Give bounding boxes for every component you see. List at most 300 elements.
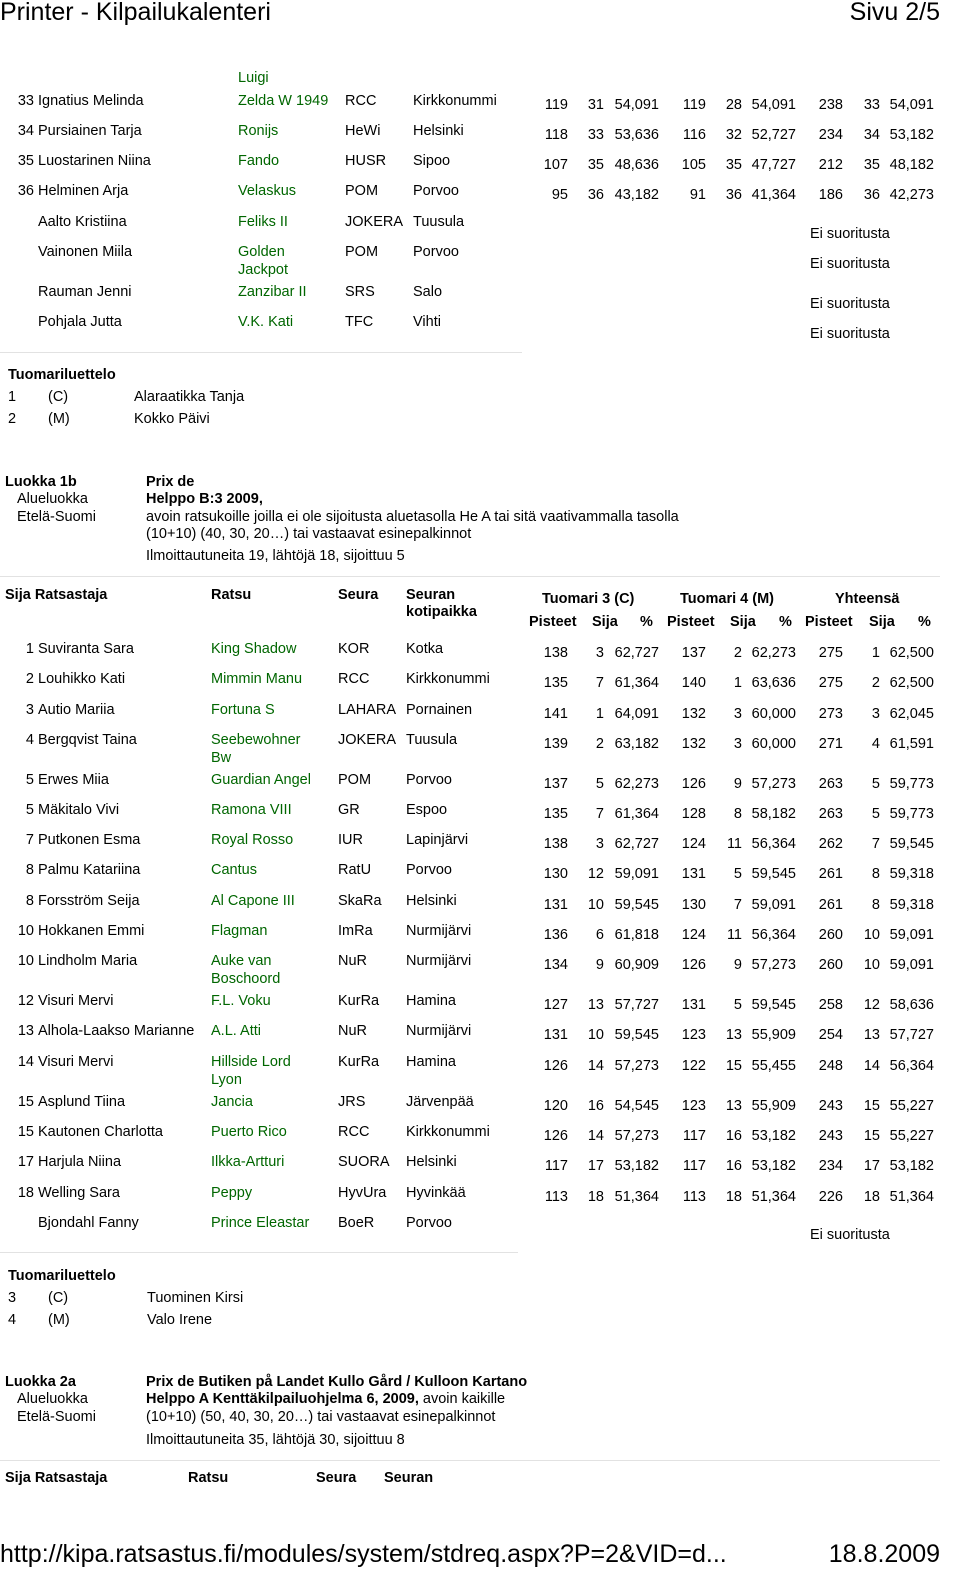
- score-cell: 59,545: [614, 897, 659, 913]
- score-cell: 136: [543, 927, 568, 943]
- club-city: Pornainen: [406, 702, 473, 718]
- score-cell: 123: [681, 1027, 706, 1043]
- score-cell: 13: [725, 1027, 742, 1043]
- score-cell: 124: [681, 836, 706, 852]
- entry-stats: Ilmoittautuneita 19, lähtöjä 18, sijoittuu 5: [146, 548, 405, 564]
- score-cell: 132: [681, 736, 706, 752]
- score-cell: 18: [863, 1189, 880, 1205]
- score-cell: 186: [818, 187, 843, 203]
- prize-title: Prix de Butiken på Landet Kullo Gård / Kulloon Kartano: [146, 1374, 528, 1390]
- club-city: Hyvinkää: [406, 1185, 466, 1201]
- score-cell: 48,636: [614, 157, 659, 173]
- horse-name: Mimmin Manu: [211, 671, 303, 687]
- col-horse: Ratsu: [211, 587, 252, 603]
- judge-name: Tuominen Kirsi: [147, 1290, 244, 1306]
- col-city-2: kotipaikka: [406, 604, 477, 620]
- horse-name: Boschoord: [211, 971, 281, 987]
- score-cell: 107: [543, 157, 568, 173]
- rider-name: Hokkanen Emmi: [38, 923, 145, 939]
- score-cell: 10: [587, 1027, 604, 1043]
- subheader-pisteet: Pisteet: [529, 614, 577, 630]
- score-cell: 3: [595, 645, 604, 661]
- program-title: Helppo A Kenttäkilpailuohjelma 6, 2009,: [146, 1391, 419, 1407]
- judge-number: 4: [8, 1312, 17, 1328]
- rider-name: Ignatius Melinda: [38, 93, 144, 109]
- rank: 17: [17, 1154, 34, 1170]
- score-cell: 139: [543, 736, 568, 752]
- score-cell: 124: [681, 927, 706, 943]
- club: KurRa: [338, 1054, 380, 1070]
- rider-name: Welling Sara: [38, 1185, 120, 1201]
- club: TFC: [345, 314, 374, 330]
- page-number: Sivu 2/5: [849, 0, 940, 26]
- horse-name: Ilkka-Artturi: [211, 1154, 285, 1170]
- status-text: Ei suoritusta: [810, 326, 890, 342]
- rider-name: Louhikko Kati: [38, 671, 126, 687]
- horse-name: Fortuna S: [211, 702, 275, 718]
- score-cell: 275: [818, 645, 843, 661]
- score-cell: 11: [726, 927, 742, 943]
- score-cell: 128: [681, 806, 706, 822]
- score-cell: 53,182: [614, 1158, 659, 1174]
- rider-name: Palmu Katariina: [38, 862, 141, 878]
- horse-name: Auke van: [211, 953, 272, 969]
- club: SRS: [345, 284, 375, 300]
- score-cell: 8: [871, 897, 880, 913]
- rider-name: Asplund Tiina: [38, 1094, 126, 1110]
- rank: 2: [25, 671, 34, 687]
- subheader-sija: Sija: [592, 614, 618, 630]
- score-cell: 8: [733, 806, 742, 822]
- horse-name: Fando: [238, 153, 280, 169]
- rank: 8: [25, 862, 34, 878]
- col-city: Seuran: [406, 587, 456, 603]
- score-cell: 59,091: [614, 866, 659, 882]
- club: JRS: [338, 1094, 366, 1110]
- rider-name: Kautonen Charlotta: [38, 1124, 163, 1140]
- judge-name: Kokko Päivi: [134, 411, 210, 427]
- score-cell: 260: [818, 957, 843, 973]
- rider-name: Bergqvist Taina: [38, 732, 137, 748]
- col-city: Seuran: [384, 1470, 434, 1486]
- score-cell: 32: [725, 127, 742, 143]
- score-cell: 131: [681, 997, 706, 1013]
- club: HyvUra: [338, 1185, 387, 1201]
- score-cell: 58,636: [889, 997, 934, 1013]
- score-cell: 118: [544, 127, 568, 143]
- score-cell: 130: [681, 897, 706, 913]
- rank: 12: [17, 993, 34, 1009]
- score-cell: 212: [818, 157, 843, 173]
- score-cell: 1: [595, 706, 604, 722]
- score-cell: 10: [863, 957, 880, 973]
- club-city: Lapinjärvi: [406, 832, 469, 848]
- rider-name: Helminen Arja: [38, 183, 129, 199]
- score-cell: 11: [726, 836, 742, 852]
- divider: [0, 352, 522, 353]
- score-cell: 15: [863, 1128, 880, 1144]
- score-cell: 243: [818, 1098, 843, 1114]
- horse-name: Bw: [211, 750, 232, 766]
- score-cell: 8: [871, 866, 880, 882]
- horse-name: Royal Rosso: [211, 832, 294, 848]
- horse-name: King Shadow: [211, 641, 297, 657]
- club: JOKERA: [345, 214, 404, 230]
- club: POM: [345, 183, 379, 199]
- score-cell: 3: [733, 706, 742, 722]
- score-cell: 3: [733, 736, 742, 752]
- score-cell: 2: [733, 645, 742, 661]
- judge-number: 3: [8, 1290, 17, 1306]
- horse-name: Feliks II: [238, 214, 288, 230]
- club: RCC: [345, 93, 377, 109]
- rider-name: Erwes Miia: [38, 772, 109, 788]
- rank: 13: [17, 1023, 34, 1039]
- col-sija-rider: Sija Ratsastaja: [5, 1470, 108, 1486]
- score-cell: 91: [689, 187, 706, 203]
- score-cell: 16: [725, 1158, 742, 1174]
- score-cell: 132: [681, 706, 706, 722]
- score-cell: 141: [543, 706, 568, 722]
- col-judge-4: Tuomari 4 (M): [680, 591, 774, 607]
- score-cell: 56,364: [889, 1058, 934, 1074]
- col-total: Yhteensä: [835, 591, 900, 607]
- club: SUORA: [338, 1154, 390, 1170]
- score-cell: 13: [725, 1098, 742, 1114]
- score-cell: 57,273: [614, 1128, 659, 1144]
- score-cell: 36: [587, 187, 604, 203]
- rider-name: Rauman Jenni: [38, 284, 132, 300]
- score-cell: 51,364: [751, 1189, 796, 1205]
- score-cell: 5: [595, 776, 604, 792]
- score-cell: 5: [733, 866, 742, 882]
- score-cell: 55,909: [751, 1098, 796, 1114]
- rank: 10: [17, 923, 34, 939]
- score-cell: 62,727: [614, 645, 659, 661]
- judge-position: (C): [48, 389, 69, 405]
- rider-name: Vainonen Miila: [38, 244, 133, 260]
- score-cell: 2: [595, 736, 604, 752]
- horse-name: Hillside Lord: [211, 1054, 291, 1070]
- score-cell: 62,727: [614, 836, 659, 852]
- subheader-pct: %: [779, 614, 792, 630]
- rider-name: Forsström Seija: [38, 893, 140, 909]
- score-cell: 18: [725, 1189, 742, 1205]
- horse-name: Peppy: [211, 1185, 253, 1201]
- club-city: Porvoo: [413, 244, 459, 260]
- horse-name: Golden: [238, 244, 285, 260]
- rider-name: Aalto Kristiina: [38, 214, 127, 230]
- score-cell: 262: [818, 836, 843, 852]
- score-cell: 130: [543, 866, 568, 882]
- score-cell: 57,273: [614, 1058, 659, 1074]
- score-cell: 116: [682, 127, 706, 143]
- club: ImRa: [338, 923, 373, 939]
- score-cell: 138: [543, 645, 568, 661]
- col-horse: Ratsu: [188, 1470, 229, 1486]
- prize-description: (10+10) (50, 40, 30, 20…) tai vastaavat esinepalkinnot: [146, 1409, 496, 1425]
- club: KOR: [338, 641, 370, 657]
- rider-name: Putkonen Esma: [38, 832, 141, 848]
- score-cell: 122: [681, 1058, 706, 1074]
- horse-name: Ronijs: [238, 123, 279, 139]
- score-cell: 263: [818, 776, 843, 792]
- score-cell: 59,091: [889, 927, 934, 943]
- score-cell: 3: [595, 836, 604, 852]
- score-cell: 60,909: [614, 957, 659, 973]
- score-cell: 48,182: [889, 157, 934, 173]
- judge-number: 2: [8, 411, 17, 427]
- rider-name: Visuri Mervi: [38, 1054, 114, 1070]
- score-cell: 59,545: [614, 1027, 659, 1043]
- rank: 4: [25, 732, 34, 748]
- club-city: Helsinki: [406, 1154, 457, 1170]
- footer-date: 18.8.2009: [828, 1540, 940, 1568]
- subheader-pct: %: [640, 614, 653, 630]
- score-cell: 119: [544, 97, 568, 113]
- rank: 5: [25, 802, 34, 818]
- club-city: Nurmijärvi: [406, 953, 472, 969]
- score-cell: 238: [818, 97, 843, 113]
- rank: 18: [17, 1185, 34, 1201]
- score-cell: 13: [863, 1027, 880, 1043]
- club-city: Tuusula: [413, 214, 465, 230]
- score-cell: 16: [587, 1098, 604, 1114]
- score-cell: 135: [543, 675, 568, 691]
- score-cell: 59,318: [889, 866, 934, 882]
- score-cell: 248: [818, 1058, 843, 1074]
- score-cell: 119: [682, 97, 706, 113]
- score-cell: 53,182: [751, 1158, 796, 1174]
- rank: 14: [17, 1054, 34, 1070]
- score-cell: 35: [725, 157, 742, 173]
- club: POM: [338, 772, 372, 788]
- horse-name: Zelda W 1949: [238, 93, 329, 109]
- footer-url: http://kipa.ratsastus.fi/modules/system/stdreq.aspx?P=2&VID=d...: [0, 1540, 727, 1568]
- club-city: Porvoo: [406, 772, 452, 788]
- score-cell: 140: [681, 675, 706, 691]
- score-cell: 7: [595, 675, 604, 691]
- club-city: Nurmijärvi: [406, 1023, 472, 1039]
- class-label: Luokka 2a: [5, 1374, 76, 1390]
- score-cell: 9: [733, 957, 742, 973]
- club-city: Kirkkonummi: [406, 671, 490, 687]
- score-cell: 51,364: [889, 1189, 934, 1205]
- class-type: Alueluokka: [17, 1391, 88, 1407]
- col-club: Seura: [316, 1470, 357, 1486]
- rider-name: Harjula Niina: [38, 1154, 122, 1170]
- judges-title: Tuomariluettelo: [8, 1268, 116, 1284]
- rank: 33: [17, 93, 34, 109]
- score-cell: 9: [733, 776, 742, 792]
- horse-name: Guardian Angel: [211, 772, 311, 788]
- horse-name: Cantus: [211, 862, 257, 878]
- score-cell: 63,636: [751, 675, 796, 691]
- horse-name: Ramona VIII: [211, 802, 292, 818]
- score-cell: 34: [863, 127, 880, 143]
- score-cell: 62,273: [614, 776, 659, 792]
- program-line: [146, 1391, 505, 1407]
- score-cell: 31: [587, 97, 604, 113]
- score-cell: 137: [681, 645, 706, 661]
- rider-name: Bjondahl Fanny: [38, 1215, 139, 1231]
- club-city: Espoo: [406, 802, 448, 818]
- score-cell: 36: [863, 187, 880, 203]
- score-cell: 51,364: [614, 1189, 659, 1205]
- score-cell: 59,545: [751, 866, 796, 882]
- judge-position: (M): [48, 411, 70, 427]
- club: HUSR: [345, 153, 387, 169]
- rank: 15: [17, 1094, 34, 1110]
- score-cell: 275: [818, 675, 843, 691]
- club-city: Kirkkonummi: [406, 1124, 490, 1140]
- score-cell: 126: [681, 957, 706, 973]
- class-description: avoin ratsukoille joilla ei ole sijoitusta aluetasolla He A tai sitä vaativammalla tasolla: [146, 509, 679, 525]
- horse-name: Velaskus: [238, 183, 297, 199]
- rider-name: Suviranta Sara: [38, 641, 134, 657]
- score-cell: 59,773: [889, 776, 934, 792]
- rider-name: Alhola-Laakso Marianne: [38, 1023, 195, 1039]
- score-cell: 254: [818, 1027, 843, 1043]
- score-cell: 263: [818, 806, 843, 822]
- score-cell: 17: [863, 1158, 880, 1174]
- club: SkaRa: [338, 893, 382, 909]
- score-cell: 273: [818, 706, 843, 722]
- judge-name: Valo Irene: [147, 1312, 213, 1328]
- score-cell: 2: [871, 675, 880, 691]
- club-city: Kirkkonummi: [413, 93, 497, 109]
- club-city: Nurmijärvi: [406, 923, 472, 939]
- horse-name: A.L. Atti: [211, 1023, 261, 1039]
- score-cell: 117: [682, 1128, 706, 1144]
- status-text: Ei suoritusta: [810, 296, 890, 312]
- score-cell: 53,182: [751, 1128, 796, 1144]
- score-cell: 7: [595, 806, 604, 822]
- score-cell: 62,500: [889, 645, 934, 661]
- rider-name: Pursiainen Tarja: [38, 123, 142, 139]
- club-city: Kotka: [406, 641, 444, 657]
- subheader-pisteet: Pisteet: [667, 614, 715, 630]
- score-cell: 64,091: [614, 706, 659, 722]
- rank: 7: [25, 832, 34, 848]
- horse-name: V.K. Kati: [238, 314, 294, 330]
- rider-name: Autio Mariia: [38, 702, 115, 718]
- subheader-pct: %: [918, 614, 931, 630]
- score-cell: 12: [863, 997, 880, 1013]
- rider-name: Mäkitalo Vivi: [38, 802, 120, 818]
- score-cell: 126: [681, 776, 706, 792]
- score-cell: 61,364: [614, 675, 659, 691]
- rider-name: Luostarinen Niina: [38, 153, 151, 169]
- club: RatU: [338, 862, 372, 878]
- score-cell: 59,545: [889, 836, 934, 852]
- score-cell: 59,773: [889, 806, 934, 822]
- club: JOKERA: [338, 732, 397, 748]
- score-cell: 17: [587, 1158, 604, 1174]
- horse-name: Jackpot: [238, 262, 288, 278]
- score-cell: 54,091: [889, 97, 934, 113]
- score-cell: 131: [681, 866, 706, 882]
- rank: 3: [25, 702, 34, 718]
- score-cell: 7: [871, 836, 880, 852]
- club: NuR: [338, 953, 368, 969]
- score-cell: 61,818: [614, 927, 659, 943]
- class-type: Alueluokka: [17, 491, 88, 507]
- club-city: Sipoo: [413, 153, 451, 169]
- judge-name: Alaraatikka Tanja: [134, 389, 245, 405]
- score-cell: 28: [725, 97, 742, 113]
- program-eligibility: avoin kaikille: [418, 1391, 506, 1407]
- score-cell: 14: [587, 1058, 604, 1074]
- score-cell: 12: [587, 866, 604, 882]
- score-cell: 261: [818, 866, 843, 882]
- score-cell: 137: [543, 776, 568, 792]
- prize-description: (10+10) (40, 30, 20…) tai vastaavat esinepalkinnot: [146, 526, 472, 542]
- score-cell: 260: [818, 927, 843, 943]
- rank: 8: [25, 893, 34, 909]
- score-cell: 123: [681, 1098, 706, 1114]
- divider: [0, 1460, 940, 1461]
- score-cell: 3: [871, 706, 880, 722]
- judges-title: Tuomariluettelo: [8, 367, 116, 383]
- club: KurRa: [338, 993, 380, 1009]
- score-cell: 95: [551, 187, 568, 203]
- score-cell: 14: [587, 1128, 604, 1144]
- score-cell: 5: [871, 776, 880, 792]
- club: NuR: [338, 1023, 368, 1039]
- score-cell: 271: [818, 736, 843, 752]
- score-cell: 127: [543, 997, 568, 1013]
- score-cell: 53,182: [889, 127, 934, 143]
- score-cell: 56,364: [751, 836, 796, 852]
- rank: 34: [17, 123, 34, 139]
- score-cell: 41,364: [751, 187, 796, 203]
- divider: [0, 576, 940, 577]
- score-cell: 15: [725, 1058, 742, 1074]
- score-cell: 62,045: [889, 706, 934, 722]
- club: RCC: [338, 1124, 370, 1140]
- horse-name-continued: Luigi: [238, 70, 269, 86]
- score-cell: 10: [587, 897, 604, 913]
- score-cell: 117: [544, 1158, 568, 1174]
- score-cell: 47,727: [751, 157, 796, 173]
- score-cell: 18: [587, 1189, 604, 1205]
- entry-stats: Ilmoittautuneita 35, lähtöjä 30, sijoittuu 8: [146, 1432, 405, 1448]
- club-city: Järvenpää: [406, 1094, 474, 1110]
- horse-name: Zanzibar II: [238, 284, 307, 300]
- club: POM: [345, 244, 379, 260]
- judge-position: (M): [48, 1312, 70, 1328]
- score-cell: 113: [544, 1189, 568, 1205]
- score-cell: 7: [733, 897, 742, 913]
- score-cell: 62,273: [751, 645, 796, 661]
- horse-name: Jancia: [211, 1094, 253, 1110]
- status-text: Ei suoritusta: [810, 1227, 890, 1243]
- club-city: Porvoo: [413, 183, 459, 199]
- score-cell: 131: [543, 897, 568, 913]
- score-cell: 35: [587, 157, 604, 173]
- score-cell: 63,182: [614, 736, 659, 752]
- score-cell: 58,182: [751, 806, 796, 822]
- score-cell: 138: [543, 836, 568, 852]
- score-cell: 54,091: [751, 97, 796, 113]
- rider-name: Visuri Mervi: [38, 993, 114, 1009]
- club-city: Vihti: [413, 314, 441, 330]
- score-cell: 234: [818, 127, 843, 143]
- club: LAHARA: [338, 702, 397, 718]
- divider: [0, 1252, 518, 1253]
- score-cell: 57,273: [751, 776, 796, 792]
